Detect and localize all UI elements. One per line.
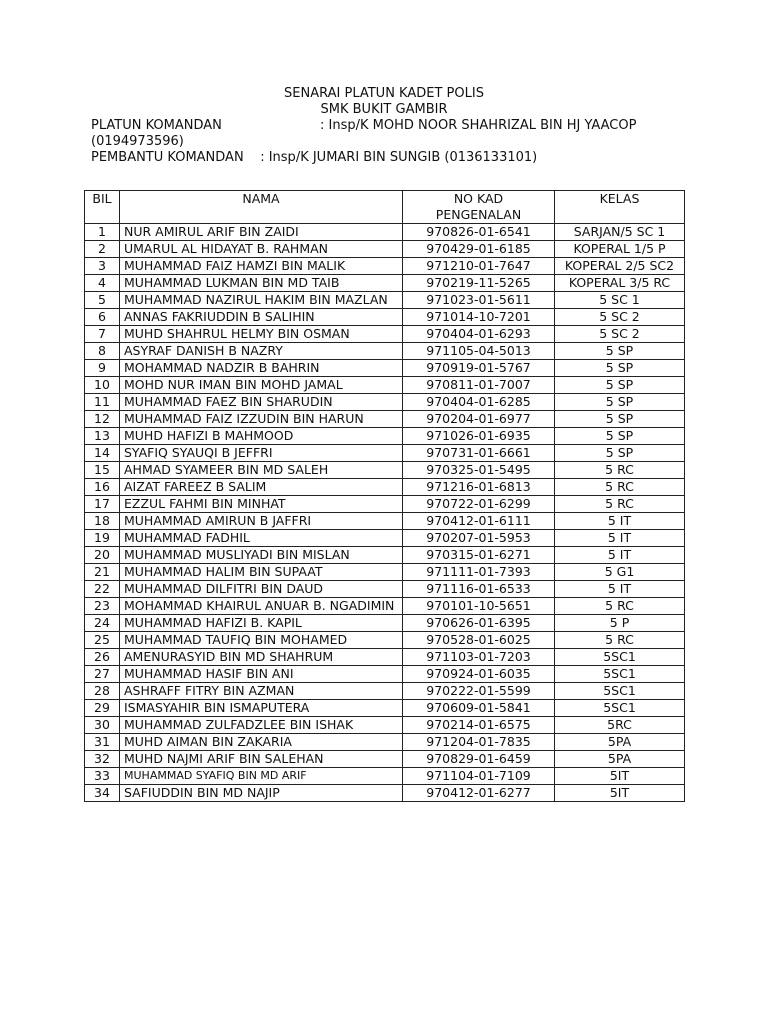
row-kad: 970315-01-6271 <box>403 547 555 564</box>
row-kelas: 5 IT <box>555 581 685 598</box>
row-kelas: 5 IT <box>555 530 685 547</box>
row-bil: 14 <box>85 445 120 462</box>
row-kelas: 5PA <box>555 751 685 768</box>
row-kad: 970826-01-6541 <box>403 224 555 241</box>
table-row <box>85 683 685 700</box>
row-kad: 970609-01-5841 <box>403 700 555 717</box>
table-row <box>85 785 685 802</box>
row-kad: 970219-11-5265 <box>403 275 555 292</box>
row-nama: MUHAMMAD HASIF BIN ANI <box>120 666 403 683</box>
row-kelas: 5 SP <box>555 360 685 377</box>
row-kad: 970924-01-6035 <box>403 666 555 683</box>
row-kad: 971026-01-6935 <box>403 428 555 445</box>
komandan-value: : Insp/K MOHD NOOR SHAHRIZAL BIN HJ YAACOP <box>320 118 637 133</box>
row-bil: 33 <box>85 768 120 785</box>
row-kad: 970811-01-7007 <box>403 377 555 394</box>
row-nama: MUHAMMAD HAFIZI B. KAPIL <box>120 615 403 632</box>
row-kad: 971104-01-7109 <box>403 768 555 785</box>
table-row <box>85 309 685 326</box>
row-kad: 970404-01-6293 <box>403 326 555 343</box>
row-kelas: SARJAN/5 SC 1 <box>555 224 685 241</box>
komandan-line <box>91 118 637 134</box>
row-kad: 971014-10-7201 <box>403 309 555 326</box>
row-kelas: KOPERAL 3/5 RC <box>555 275 685 292</box>
table-row <box>85 530 685 547</box>
row-kad: 970404-01-6285 <box>403 394 555 411</box>
row-kad: 971111-01-7393 <box>403 564 555 581</box>
table-row <box>85 360 685 377</box>
row-kad: 971103-01-7203 <box>403 649 555 666</box>
table-row <box>85 751 685 768</box>
table-row <box>85 513 685 530</box>
row-kelas: 5SC1 <box>555 700 685 717</box>
row-nama: NUR AMIRUL ARIF BIN ZAIDI <box>120 224 403 241</box>
table-row <box>85 394 685 411</box>
table-row <box>85 547 685 564</box>
row-bil: 15 <box>85 462 120 479</box>
row-kelas: 5 IT <box>555 513 685 530</box>
row-kad: 970214-01-6575 <box>403 717 555 734</box>
table-row <box>85 700 685 717</box>
row-kelas: 5 SP <box>555 411 685 428</box>
row-nama: MUHD NAJMI ARIF BIN SALEHAN <box>120 751 403 768</box>
table-row <box>85 717 685 734</box>
row-kelas: KOPERAL 1/5 P <box>555 241 685 258</box>
row-kelas: 5 SC 2 <box>555 326 685 343</box>
row-kelas: 5IT <box>555 785 685 802</box>
row-kad: 970626-01-6395 <box>403 615 555 632</box>
row-kelas: 5RC <box>555 717 685 734</box>
row-nama: ASHRAFF FITRY BIN AZMAN <box>120 683 403 700</box>
col-header-bil: BIL <box>85 191 120 224</box>
row-nama: MUHAMMAD LUKMAN BIN MD TAIB <box>120 275 403 292</box>
table-row <box>85 462 685 479</box>
row-bil: 27 <box>85 666 120 683</box>
table-row <box>85 411 685 428</box>
pembantu-line: PEMBANTU KOMANDAN : Insp/K JUMARI BIN SUNGIB (0136133101) <box>91 150 538 165</box>
row-bil: 21 <box>85 564 120 581</box>
row-kelas: 5 SC 1 <box>555 292 685 309</box>
row-kelas: 5 RC <box>555 496 685 513</box>
row-kad: 971105-04-5013 <box>403 343 555 360</box>
table-row <box>85 598 685 615</box>
row-kelas: 5 G1 <box>555 564 685 581</box>
table-row <box>85 649 685 666</box>
row-bil: 1 <box>85 224 120 241</box>
table-row <box>85 326 685 343</box>
document-title: SENARAI PLATUN KADET POLIS <box>284 86 484 101</box>
row-bil: 10 <box>85 377 120 394</box>
table-row <box>85 343 685 360</box>
row-kelas: 5 SP <box>555 343 685 360</box>
row-kad: 970412-01-6277 <box>403 785 555 802</box>
row-kad: 970207-01-5953 <box>403 530 555 547</box>
row-kad: 970412-01-6111 <box>403 513 555 530</box>
row-kad: 970204-01-6977 <box>403 411 555 428</box>
table-header-row <box>85 191 685 224</box>
row-nama: MUHAMMAD HALIM BIN SUPAAT <box>120 564 403 581</box>
row-nama: MUHAMMAD AMIRUN B JAFFRI <box>120 513 403 530</box>
row-bil: 22 <box>85 581 120 598</box>
table-row <box>85 564 685 581</box>
row-kelas: 5 SP <box>555 428 685 445</box>
row-nama: EZZUL FAHMI BIN MINHAT <box>120 496 403 513</box>
table-row <box>85 479 685 496</box>
row-bil: 4 <box>85 275 120 292</box>
row-kad: 970829-01-6459 <box>403 751 555 768</box>
row-kelas: 5PA <box>555 734 685 751</box>
row-kelas: 5 RC <box>555 479 685 496</box>
komandan-phone: (0194973596) <box>91 134 184 149</box>
row-bil: 34 <box>85 785 120 802</box>
row-bil: 2 <box>85 241 120 258</box>
col-header-kad: NO KAD PENGENALAN <box>403 191 555 224</box>
row-kelas: 5 IT <box>555 547 685 564</box>
col-header-kelas: KELAS <box>555 191 685 224</box>
table-row <box>85 734 685 751</box>
row-kelas: 5 SP <box>555 377 685 394</box>
row-bil: 9 <box>85 360 120 377</box>
table-row <box>85 632 685 649</box>
row-nama: MUHAMMAD NAZIRUL HAKIM BIN MAZLAN <box>120 292 403 309</box>
table-row <box>85 258 685 275</box>
row-bil: 25 <box>85 632 120 649</box>
row-bil: 30 <box>85 717 120 734</box>
row-kelas: 5IT <box>555 768 685 785</box>
table-row <box>85 275 685 292</box>
row-nama: ANNAS FAKRIUDDIN B SALIHIN <box>120 309 403 326</box>
table-row <box>85 615 685 632</box>
row-bil: 17 <box>85 496 120 513</box>
row-nama: UMARUL AL HIDAYAT B. RAHMAN <box>120 241 403 258</box>
row-nama: MUHD SHAHRUL HELMY BIN OSMAN <box>120 326 403 343</box>
row-kad: 970222-01-5599 <box>403 683 555 700</box>
row-kad: 970325-01-5495 <box>403 462 555 479</box>
row-kelas: 5 P <box>555 615 685 632</box>
table-row <box>85 377 685 394</box>
komandan-label: PLATUN KOMANDAN <box>91 118 222 133</box>
row-nama: MUHD AIMAN BIN ZAKARIA <box>120 734 403 751</box>
table-row <box>85 428 685 445</box>
table-row <box>85 666 685 683</box>
row-kelas: 5 SC 2 <box>555 309 685 326</box>
table-row <box>85 496 685 513</box>
row-bil: 13 <box>85 428 120 445</box>
row-nama: MUHAMMAD SYAFIQ BIN MD ARIF <box>120 768 403 785</box>
row-nama: AHMAD SYAMEER BIN MD SALEH <box>120 462 403 479</box>
table-row <box>85 241 685 258</box>
row-kelas: 5 SP <box>555 394 685 411</box>
row-nama: MUHAMMAD FAIZ IZZUDIN BIN HARUN <box>120 411 403 428</box>
row-bil: 32 <box>85 751 120 768</box>
table-row <box>85 292 685 309</box>
row-nama: AIZAT FAREEZ B SALIM <box>120 479 403 496</box>
row-bil: 19 <box>85 530 120 547</box>
row-nama: ASYRAF DANISH B NAZRY <box>120 343 403 360</box>
row-nama: ISMASYAHIR BIN ISMAPUTERA <box>120 700 403 717</box>
row-kelas: 5SC1 <box>555 666 685 683</box>
row-kelas: 5 RC <box>555 598 685 615</box>
col-header-nama: NAMA <box>120 191 403 224</box>
row-bil: 29 <box>85 700 120 717</box>
row-nama: MUHAMMAD FAEZ BIN SHARUDIN <box>120 394 403 411</box>
row-nama: MUHAMMAD DILFITRI BIN DAUD <box>120 581 403 598</box>
row-bil: 8 <box>85 343 120 360</box>
row-kad: 971116-01-6533 <box>403 581 555 598</box>
row-bil: 28 <box>85 683 120 700</box>
row-kad: 970722-01-6299 <box>403 496 555 513</box>
school-name: SMK BUKIT GAMBIR <box>320 102 448 117</box>
row-kad: 971023-01-5611 <box>403 292 555 309</box>
platoon-table <box>84 190 685 802</box>
row-nama: MUHAMMAD FADHIL <box>120 530 403 547</box>
row-bil: 26 <box>85 649 120 666</box>
row-kelas: 5 RC <box>555 632 685 649</box>
row-kad: 970429-01-6185 <box>403 241 555 258</box>
row-bil: 23 <box>85 598 120 615</box>
row-nama: MUHAMMAD MUSLIYADI BIN MISLAN <box>120 547 403 564</box>
row-kad: 970528-01-6025 <box>403 632 555 649</box>
row-kelas: 5SC1 <box>555 683 685 700</box>
table-row <box>85 581 685 598</box>
table-row <box>85 445 685 462</box>
row-bil: 5 <box>85 292 120 309</box>
row-bil: 18 <box>85 513 120 530</box>
row-kelas: 5SC1 <box>555 649 685 666</box>
row-nama: SYAFIQ SYAUQI B JEFFRI <box>120 445 403 462</box>
table-body <box>85 224 685 802</box>
row-nama: MUHD HAFIZI B MAHMOOD <box>120 428 403 445</box>
row-bil: 11 <box>85 394 120 411</box>
row-bil: 20 <box>85 547 120 564</box>
row-bil: 12 <box>85 411 120 428</box>
row-nama: MOHD NUR IMAN BIN MOHD JAMAL <box>120 377 403 394</box>
row-kad: 971210-01-7647 <box>403 258 555 275</box>
row-nama: MUHAMMAD ZULFADZLEE BIN ISHAK <box>120 717 403 734</box>
row-kelas: KOPERAL 2/5 SC2 <box>555 258 685 275</box>
row-kelas: 5 SP <box>555 445 685 462</box>
row-bil: 16 <box>85 479 120 496</box>
row-nama: AMENURASYID BIN MD SHAHRUM <box>120 649 403 666</box>
row-bil: 3 <box>85 258 120 275</box>
row-kad: 970919-01-5767 <box>403 360 555 377</box>
row-nama: MUHAMMAD FAIZ HAMZI BIN MALIK <box>120 258 403 275</box>
row-nama: MOHAMMAD KHAIRUL ANUAR B. NGADIMIN <box>120 598 403 615</box>
row-nama: MOHAMMAD NADZIR B BAHRIN <box>120 360 403 377</box>
table-row <box>85 768 685 785</box>
row-kelas: 5 RC <box>555 462 685 479</box>
row-kad: 970731-01-6661 <box>403 445 555 462</box>
row-nama: MUHAMMAD TAUFIQ BIN MOHAMED <box>120 632 403 649</box>
row-bil: 7 <box>85 326 120 343</box>
row-kad: 971204-01-7835 <box>403 734 555 751</box>
row-nama: SAFIUDDIN BIN MD NAJIP <box>120 785 403 802</box>
table-row <box>85 224 685 241</box>
row-bil: 24 <box>85 615 120 632</box>
row-kad: 970101-10-5651 <box>403 598 555 615</box>
row-kad: 971216-01-6813 <box>403 479 555 496</box>
row-bil: 31 <box>85 734 120 751</box>
row-bil: 6 <box>85 309 120 326</box>
